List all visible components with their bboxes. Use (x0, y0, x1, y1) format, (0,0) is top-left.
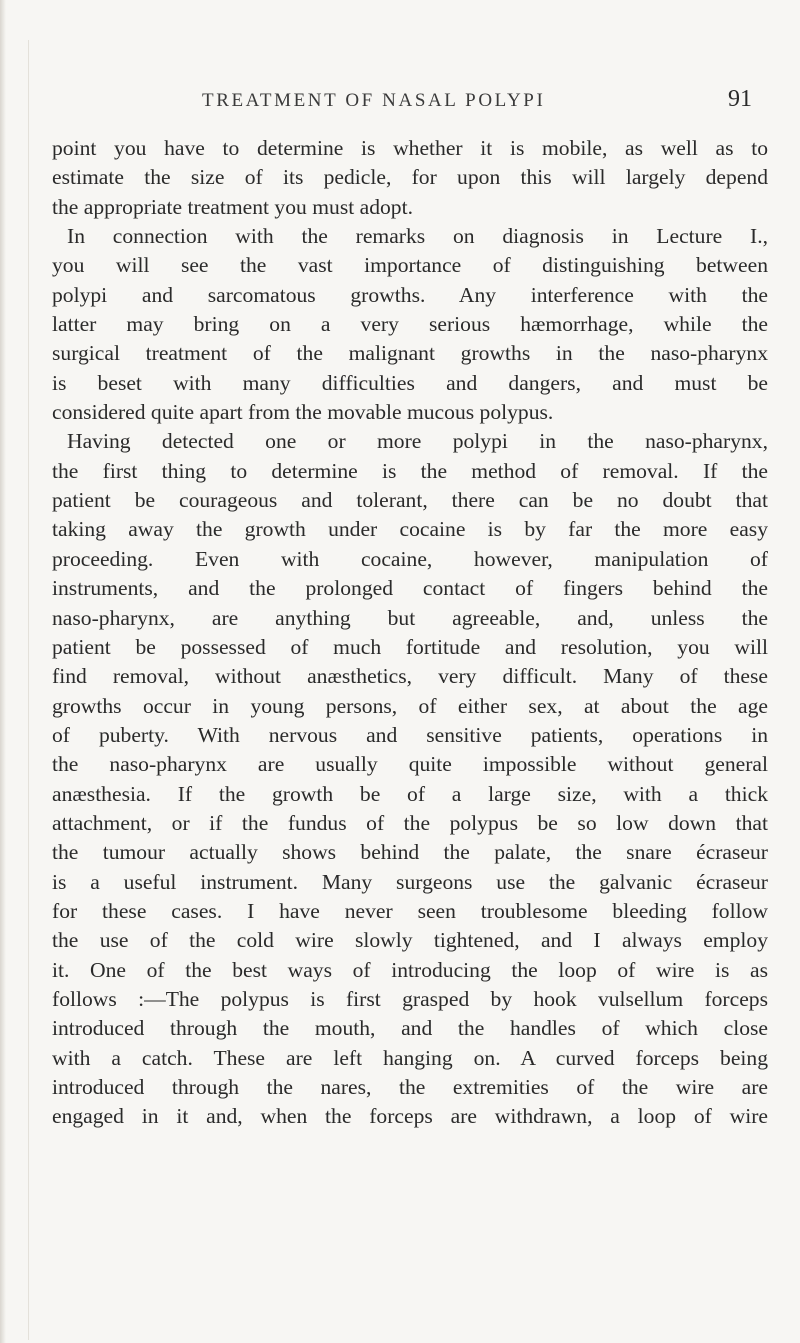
page-number: 91 (728, 86, 752, 112)
text-line: find removal, without anæsthetics, very difficult. Many of these (52, 664, 768, 689)
running-head (0, 86, 800, 120)
text-line: attachment, or if the fundus of the polypus be so low down that (52, 810, 768, 835)
text-line: instruments, and the prolonged contact of fingers behind the (52, 576, 768, 601)
text-line: point you have to determine is whether it is mobile, as well as to (52, 136, 768, 160)
page-fold-line (28, 40, 29, 1340)
text-line: follows :—The polypus is first grasped by hook vulsellum forceps (52, 986, 768, 1011)
running-head-title: TREATMENT OF NASAL POLYPI (202, 90, 546, 111)
text-line: patient be courageous and tolerant, there can be no doubt that (52, 488, 768, 513)
text-line: naso-pharynx, are anything but agreeable, and, unless the (52, 605, 768, 630)
text-line: it. One of the best ways of introducing the loop of wire is as (52, 957, 768, 982)
text-line: taking away the growth under cocaine is by far the more easy (52, 517, 768, 542)
text-line: engaged in it and, when the forceps are withdrawn, a loop of wire (52, 1104, 768, 1129)
text-line: polypi and sarcomatous growths. Any interference with the (52, 282, 768, 307)
text-line: with a catch. These are left hanging on. A curved forceps being (52, 1045, 768, 1070)
text-line: considered quite apart from the movable mucous polypus. (52, 400, 554, 425)
text-line: is beset with many difficulties and dangers, and must be (52, 370, 768, 395)
text-line: for these cases. I have never seen troublesome bleeding follow (52, 898, 768, 923)
text-line: growths occur in young persons, of either sex, at about the age (52, 693, 768, 718)
body-text (52, 134, 768, 1132)
text-line: you will see the vast importance of distinguishing between (52, 253, 768, 278)
text-line: of puberty. With nervous and sensitive patients, operations in (52, 722, 768, 747)
text-line: introduced through the mouth, and the handles of which close (52, 1016, 768, 1041)
text-line: anæsthesia. If the growth be of a large size, with a thick (52, 781, 768, 806)
text-line: the naso-pharynx are usually quite impossible without general (52, 752, 768, 777)
text-line: introduced through the nares, the extremities of the wire are (52, 1075, 768, 1099)
text-line: latter may bring on a very serious hæmorrhage, while the (52, 312, 768, 337)
text-line: Having detected one or more polypi in the naso-pharynx, (67, 429, 768, 454)
text-line: surgical treatment of the malignant growths in the naso-pharynx (52, 341, 768, 366)
text-line: the use of the cold wire slowly tightened, and I always employ (52, 928, 768, 953)
text-line: the first thing to determine is the method of removal. If the (52, 458, 768, 483)
text-line: is a useful instrument. Many surgeons use the galvanic écraseur (52, 869, 768, 894)
text-line: In connection with the remarks on diagnosis in Lecture I., (67, 224, 768, 249)
text-line: the tumour actually shows behind the palate, the snare écraseur (52, 840, 768, 865)
text-line: patient be possessed of much fortitude and resolution, you will (52, 634, 768, 659)
text-line: estimate the size of its pedicle, for upon this will largely depend (52, 165, 768, 190)
text-line: the appropriate treatment you must adopt. (52, 194, 413, 219)
text-line: proceeding. Even with cocaine, however, manipulation of (52, 546, 768, 571)
page-gutter-shadow (0, 0, 6, 1343)
